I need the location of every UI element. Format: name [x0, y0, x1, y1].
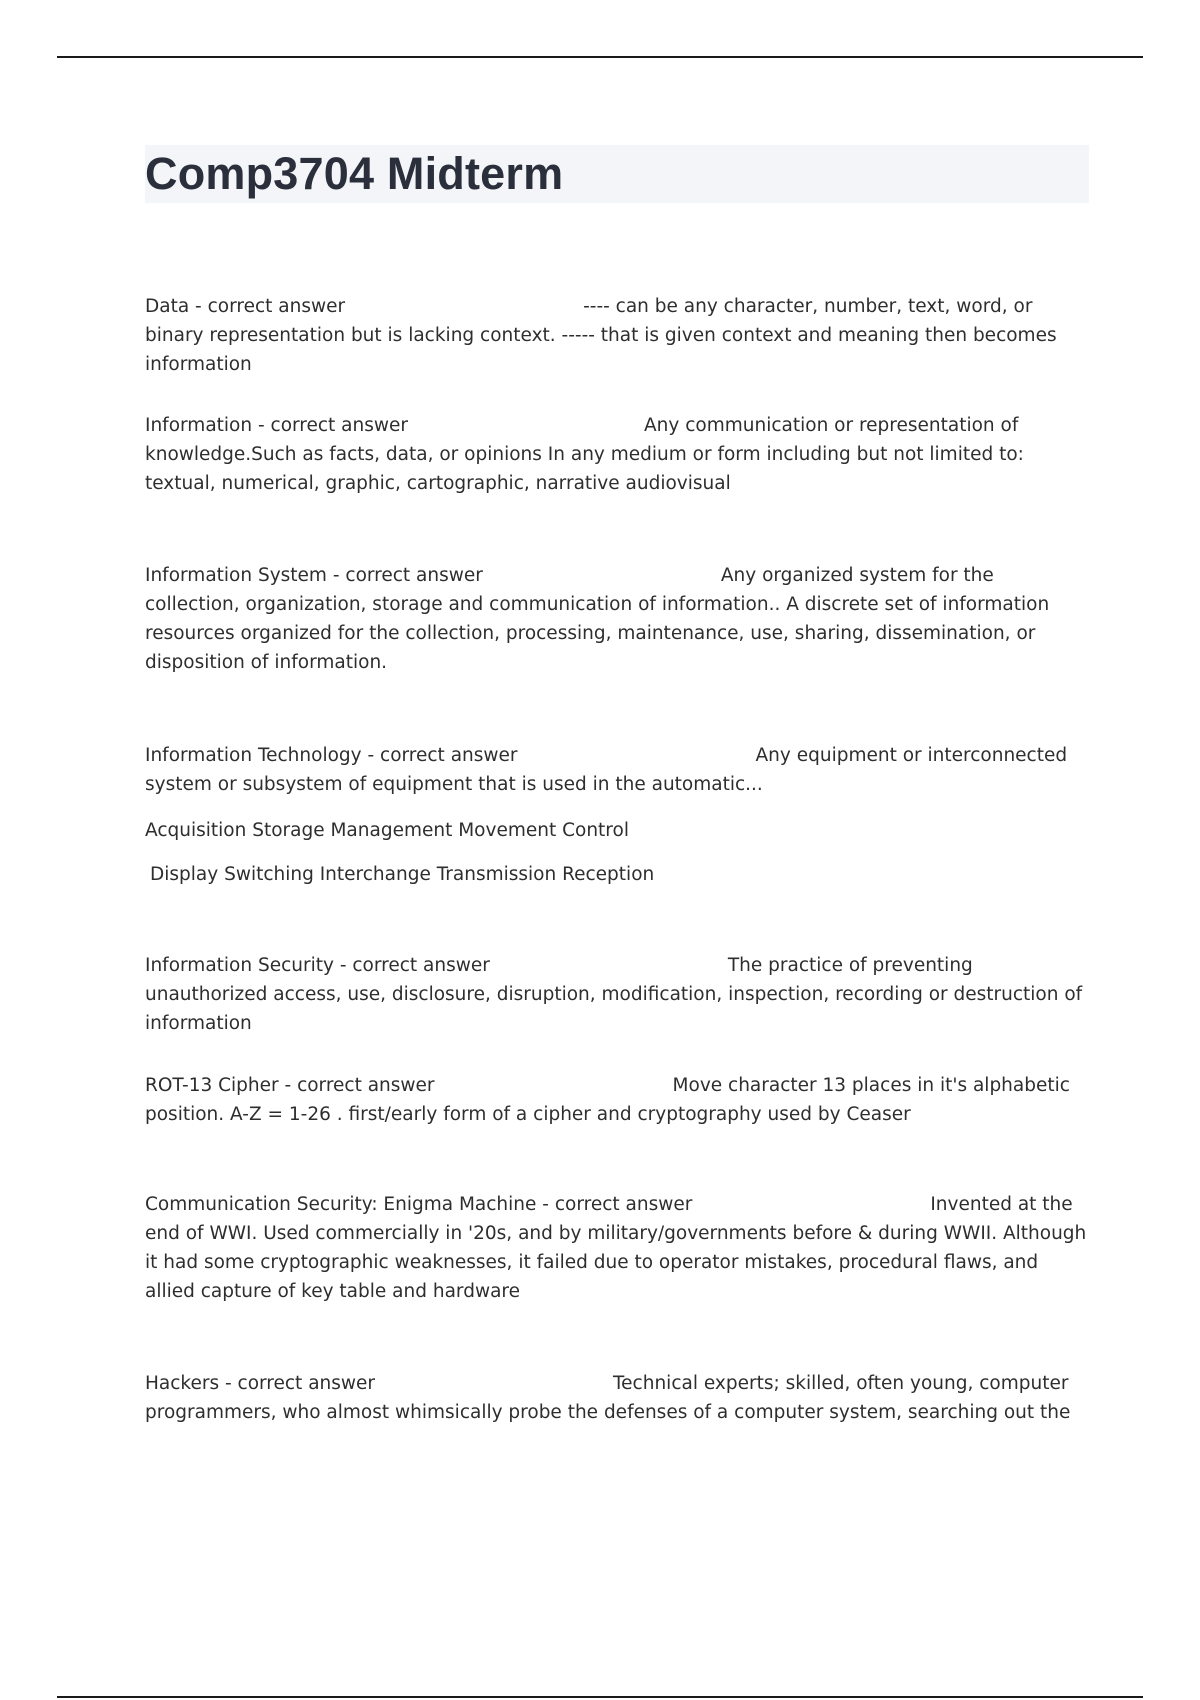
entry-hackers — [145, 1369, 1090, 1427]
bottom-rule — [57, 1696, 1143, 1698]
entry-term: ROT-13 Cipher - correct answer — [145, 1075, 435, 1096]
entry-definition: ---- can be any character, number, text, word, or binary representation but is lacking context. ----- that is given context and meaning then becomes information — [145, 296, 1057, 375]
document-title: Comp3704 Midterm — [145, 148, 564, 199]
entry-data — [145, 292, 1090, 379]
entry-term: Information - correct answer — [145, 415, 409, 436]
entry-extra-text: Display Switching Interchange Transmission Reception — [150, 864, 655, 885]
entry-information-system — [145, 561, 1090, 677]
entry-term: Information Security - correct answer — [145, 955, 490, 976]
entry-extra-text: Acquisition Storage Management Movement Control — [145, 820, 629, 841]
entry-definition: Any equipment or interconnected system or subsystem of equipment that is used in the automatic... — [145, 745, 1068, 795]
entry-definition: Invented at the end of WWI. Used commercially in '20s, and by military/governments before & during WWII. Although it had some cryptographic weaknesses, it failed due to operator mistakes, procedural flaws, and allied capture of key table and hardware — [145, 1194, 1087, 1302]
entry-information — [145, 411, 1090, 498]
entry-information-security — [145, 951, 1090, 1038]
entry-definition: The practice of preventing unauthorized access, use, disclosure, disruption, modification, inspection, recording or destruction of information — [145, 955, 1083, 1034]
entry-rot13-cipher — [145, 1071, 1090, 1129]
entry-term: Information Technology - correct answer — [145, 745, 518, 766]
entry-extra-line — [150, 860, 1095, 889]
entry-term: Data - correct answer — [145, 296, 346, 317]
entry-definition: Move character 13 places in it's alphabetic position. A-Z = 1-26 . first/early form of a cipher and cryptography used by Ceaser — [145, 1075, 1070, 1125]
entry-definition: Any communication or representation of knowledge.Such as facts, data, or opinions In any medium or form including but not limited to: textual, numerical, graphic, cartographic, narrative audiovisual — [145, 415, 1024, 494]
entry-term: Information System - correct answer — [145, 565, 483, 586]
entry-term: Hackers - correct answer — [145, 1373, 376, 1394]
entry-extra-line — [145, 816, 1090, 845]
entry-term: Communication Security: Enigma Machine - correct answer — [145, 1194, 693, 1215]
entry-definition: Technical experts; skilled, often young, computer programmers, who almost whimsically probe the defenses of a computer system, searching out the — [145, 1373, 1071, 1423]
entry-enigma-machine — [145, 1190, 1090, 1306]
entry-definition: Any organized system for the collection, organization, storage and communication of information.. A discrete set of information resources organized for the collection, processing, maintenance, use, sharing, dissemination, or disposition of information. — [145, 565, 1050, 673]
top-rule — [57, 56, 1143, 58]
entry-information-technology — [145, 741, 1090, 799]
